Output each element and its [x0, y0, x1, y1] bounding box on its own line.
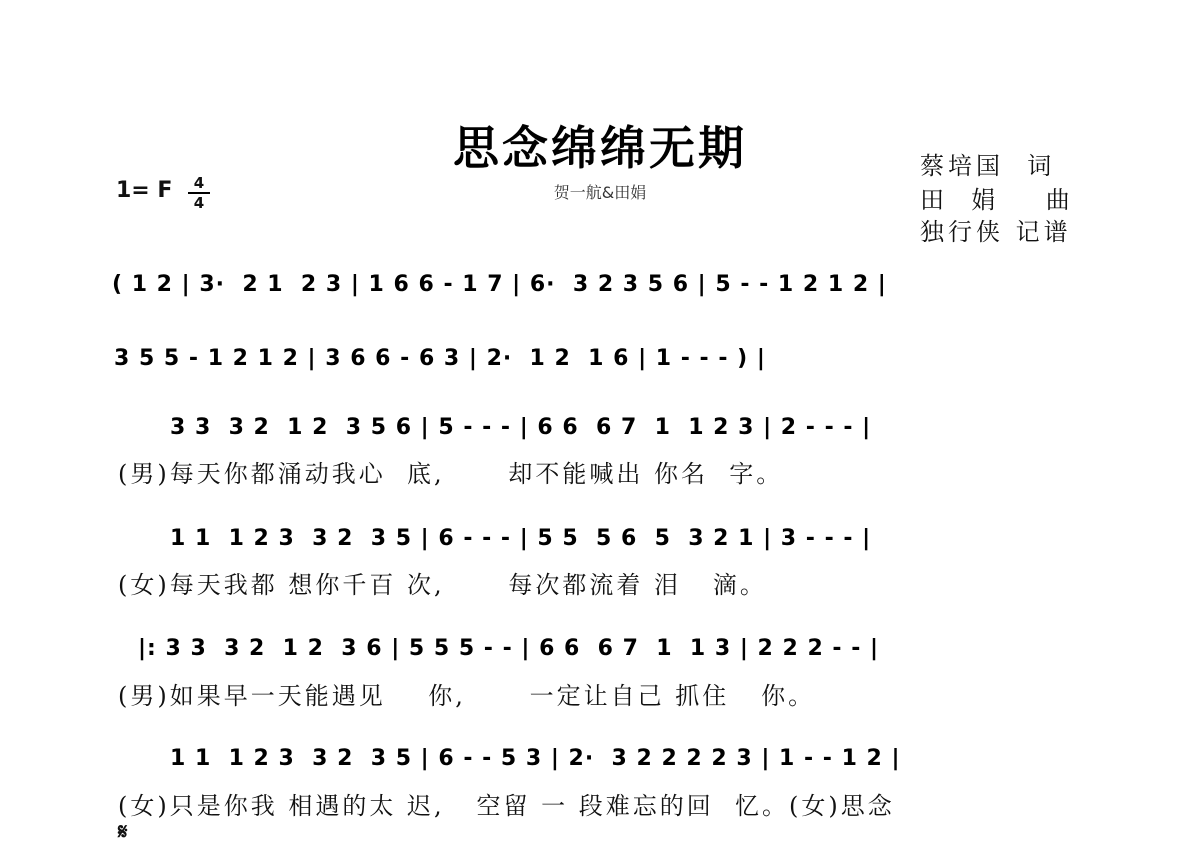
meter-top: 4 [193, 174, 205, 192]
lyric-line-6: (女)只是你我 相遇的太 迟, 空留 一 段难忘的回 忆。(女)思念 [118, 792, 895, 820]
notation-line-5: |: 3 3 3 2 1 2 3 6 | 5 5 5 - - | 6 6 6 7 1 1 3 | 2 2 2 - - | [138, 636, 880, 661]
segno-sign: 𝄋 [118, 820, 128, 845]
credit-composer: 田 娟 曲 [920, 186, 1074, 214]
notation-line-4: 1 1 1 2 3 3 2 3 5 | 6 - - - | 5 5 5 6 5 3 2 1 | 3 - - - | [170, 526, 872, 551]
notation-line-6: 1 1 1 2 3 3 2 3 5 | 6 - - 5 3 | 2· 3 2 2 2 2 3 | 1 - - 1 2 | [170, 746, 901, 771]
song-title: 思念绵绵无期 [453, 121, 747, 175]
meter-bottom: 4 [193, 194, 205, 212]
lyric-line-4: (女)每天我都 想你千百 次, 每次都流着 泪 滴。 [118, 571, 767, 599]
credit-transcriber: 独行侠 记谱 [920, 218, 1072, 246]
singers: 贺一航&田娟 [553, 183, 647, 202]
lyric-line-5: (男)如果早一天能遇见 你, 一定让自己 抓住 你。 [118, 682, 816, 710]
notation-line-1: ( 1 2 | 3· 2 1 2 3 | 1 6 6 - 1 7 | 6· 3 2 3 5 6 | 5 - - 1 2 1 2 | [112, 272, 887, 297]
notation-line-2: 3 5 5 - 1 2 1 2 | 3 6 6 - 6 3 | 2· 1 2 1 6 | 1 - - - ) | [114, 346, 766, 371]
notation-line-3: 3 3 3 2 1 2 3 5 6 | 5 - - - | 6 6 6 7 1 1 2 3 | 2 - - - | [170, 415, 872, 440]
lyric-line-3: (男)每天你都涌动我心 底, 却不能喊出 你名 字。 [118, 460, 784, 488]
time-signature [188, 175, 210, 211]
key-signature: 1= F [116, 178, 173, 203]
credit-lyricist: 蔡培国 词 [920, 152, 1056, 180]
